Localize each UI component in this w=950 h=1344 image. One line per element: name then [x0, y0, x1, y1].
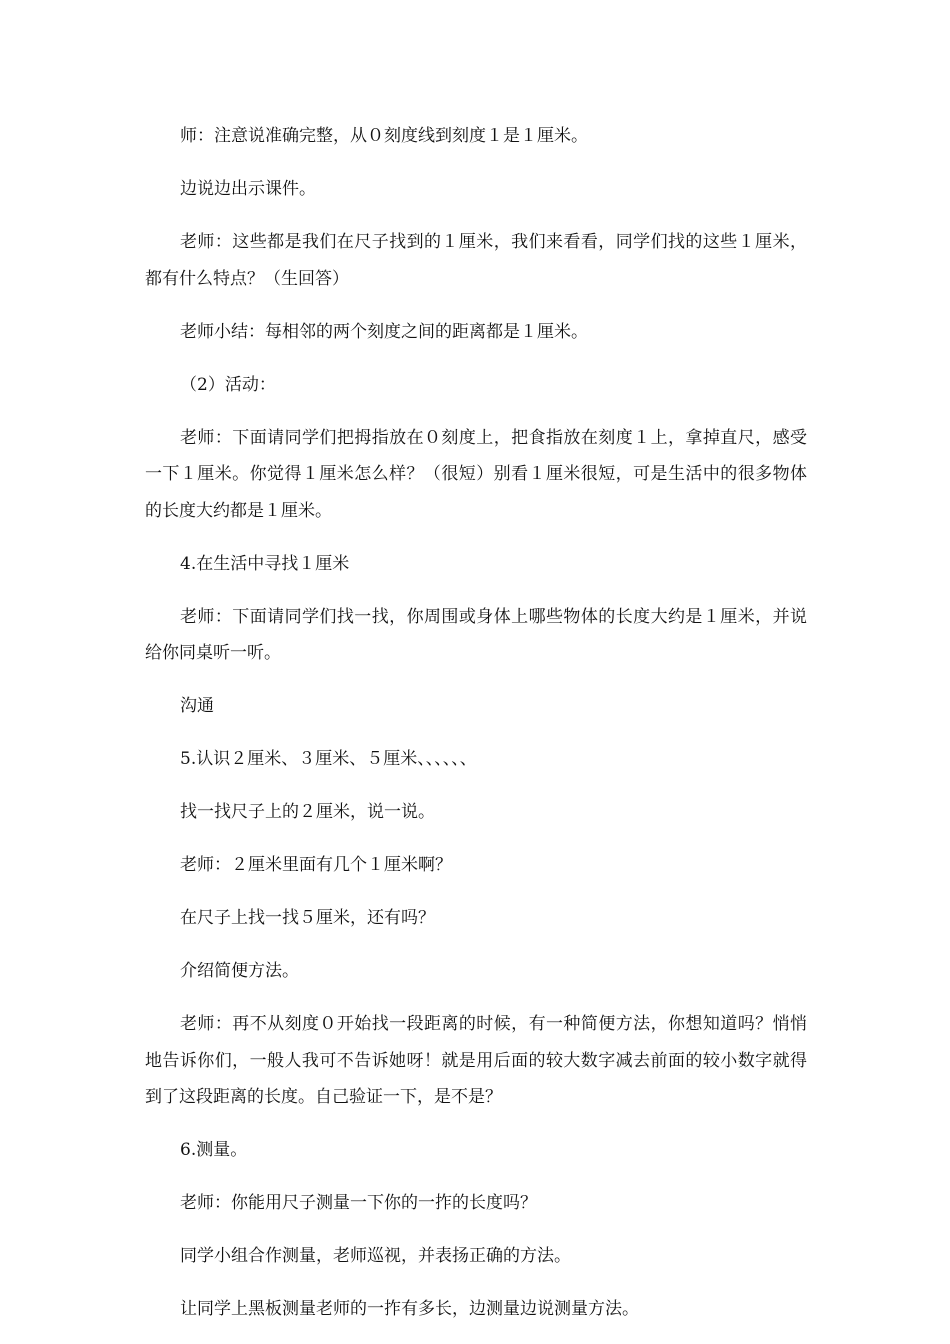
paragraph-feel-one-cm: 老师：下面请同学们把拇指放在０刻度上，把食指放在刻度１上，拿掉直尺，感受一下１厘米。你觉得１厘米怎么样？（很短）别看１厘米很短，可是生活中的很多物体的长度大约都是１厘米。 — [145, 427, 807, 521]
section-heading-recognize-cm: 5.认识２厘米、３厘米、５厘米、、、、、、 — [180, 749, 477, 769]
paragraph-find-five-cm: 在尺子上找一找５厘米，还有吗？ — [180, 908, 435, 928]
paragraph-teacher-summary: 老师小结：每相邻的两个刻度之间的距离都是１厘米。 — [180, 321, 588, 342]
paragraph-method-explanation: 老师：再不从刻度０开始找一段距离的时候，有一种简便方法，你想知道吗？悄悄地告诉你们，一般人我可不告诉她呀！就是用后面的较大数字减去前面的较小数字就得到了这段距离的长度。自己验证一下，是不是？ — [145, 1014, 807, 1107]
paragraph-teacher-instruction: 师：注意说准确完整，从０刻度线到刻度１是１厘米。 — [180, 126, 588, 146]
paragraph-find-objects: 老师：下面请同学们找一找，你周围或身体上哪些物体的长度大约是１厘米，并说给你同桌听一听。 — [145, 606, 807, 663]
section-heading-measure: 6.测量。 — [180, 1140, 248, 1160]
paragraph-find-two-cm: 找一找尺子上的２厘米，说一说。 — [180, 802, 435, 822]
paragraph-group-measure: 同学小组合作测量，老师巡视，并表扬正确的方法。 — [180, 1246, 571, 1266]
section-heading-find-in-life: 4.在生活中寻找１厘米 — [180, 553, 350, 574]
paragraph-activity-heading: （2）活动： — [180, 374, 276, 395]
paragraph-simple-method: 介绍简便方法。 — [180, 961, 299, 981]
paragraph-two-cm-question: 老师：２厘米里面有几个１厘米啊？ — [180, 855, 452, 875]
paragraph-communicate: 沟通 — [180, 696, 214, 716]
paragraph-blackboard-measure: 让同学上黑板测量老师的一拃有多长，边测量边说测量方法。 — [180, 1299, 639, 1319]
paragraph-features-question: 老师：这些都是我们在尺子找到的１厘米，我们来看看，同学们找的这些１厘米，都有什么特点？（生回答） — [145, 232, 807, 289]
paragraph-show-courseware: 边说边出示课件。 — [180, 179, 316, 199]
paragraph-measure-span: 老师：你能用尺子测量一下你的一拃的长度吗？ — [180, 1193, 537, 1213]
document-page — [145, 118, 807, 1344]
